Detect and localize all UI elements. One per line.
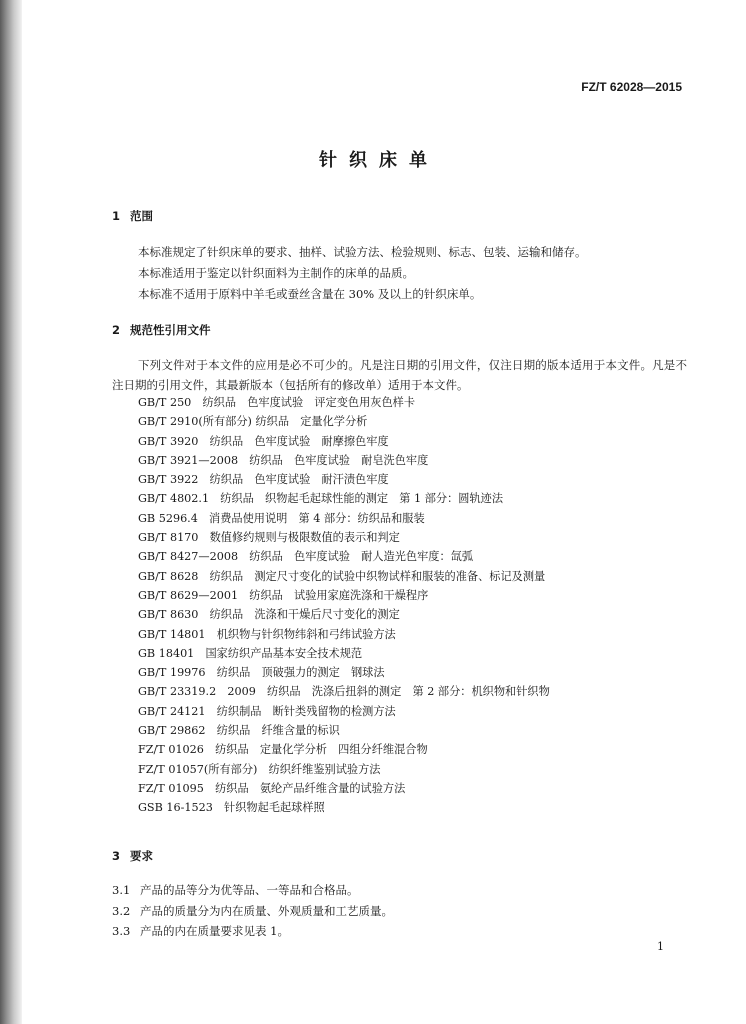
section-3-number: 3 [112, 849, 121, 863]
reference-item: GB/T 3921—2008 纺织品 色牢度试验 耐皂洗色牢度 [138, 453, 429, 467]
references-intro: 下列文件对于本文件的应用是必不可少的。凡是注日期的引用文件，仅注日期的版本适用于本文件。凡是不注日期的引用文件，其最新版本（包括所有的修改单）适用于本文件。 [112, 358, 687, 392]
reference-item: GB/T 3920 纺织品 色牢度试验 耐摩擦色牢度 [138, 434, 389, 448]
section-1-title: 范围 [130, 209, 153, 223]
section-2-number: 2 [112, 323, 121, 337]
section-3-heading [112, 848, 153, 864]
requirement-item [112, 903, 393, 919]
scope-paragraph-1: 本标准规定了针织床单的要求、抽样、试验方法、检验规则、标志、包装、运输和储存。 [138, 245, 587, 259]
reference-item: GB/T 29862 纺织品 纤维含量的标识 [138, 724, 340, 738]
requirement-number: 3.2 [112, 904, 131, 918]
reference-item: GB/T 250 纺织品 色牢度试验 评定变色用灰色样卡 [138, 396, 416, 409]
requirement-number: 3.1 [112, 883, 131, 897]
reference-item: GB/T 8629—2001 纺织品 试验用家庭洗涤和干燥程序 [138, 588, 429, 602]
reference-item: GSB 16-1523 针织物起毛起球样照 [138, 801, 325, 815]
requirement-text: 产品的内在质量要求见表 1。 [140, 924, 289, 938]
reference-item: FZ/T 01026 纺织品 定量化学分析 四组分纤维混合物 [138, 743, 428, 757]
reference-item: FZ/T 01057(所有部分) 纺织纤维鉴别试验方法 [138, 762, 381, 776]
reference-item: GB 18401 国家纺织产品基本安全技术规范 [138, 646, 363, 660]
reference-item: GB/T 3922 纺织品 色牢度试验 耐汗渍色牢度 [138, 473, 389, 487]
section-3-title: 要求 [130, 849, 153, 863]
document-title: 针织床单 [319, 150, 439, 171]
reference-item: GB/T 8628 纺织品 测定尺寸变化的试验中织物试样和服装的准备、标记及测量 [138, 569, 546, 583]
requirement-item [112, 882, 359, 898]
reference-item: GB 5296.4 消费品使用说明 第 4 部分：纺织品和服装 [138, 511, 425, 525]
reference-item: GB/T 8170 数值修约规则与极限数值的表示和判定 [138, 531, 400, 545]
reference-item: GB/T 19976 纺织品 顶破强力的测定 钢球法 [138, 666, 385, 680]
reference-item: GB/T 4802.1 纺织品 织物起毛起球性能的测定 第 1 部分：圆轨迹法 [138, 492, 504, 506]
requirement-text: 产品的品等分为优等品、一等品和合格品。 [140, 883, 359, 897]
section-2-title: 规范性引用文件 [130, 323, 211, 337]
reference-item: GB/T 24121 纺织制品 断针类残留物的检测方法 [138, 704, 396, 718]
section-2-heading [112, 322, 211, 338]
document-code: FZ/T 62028—2015 [581, 80, 682, 94]
reference-list [138, 393, 550, 818]
scope-paragraph-3: 本标准不适用于原料中羊毛或蚕丝含量在 30% 及以上的针织床单。 [138, 287, 482, 301]
reference-item: GB/T 23319.2 2009 纺织品 洗涤后扭斜的测定 第 2 部分：机织物和针织物 [138, 685, 550, 699]
reference-item: GB/T 2910(所有部分) 纺织品 定量化学分析 [138, 415, 368, 429]
reference-item: GB/T 14801 机织物与针织物纬斜和弓纬试验方法 [138, 627, 396, 641]
page-number: 1 [657, 940, 664, 953]
reference-item: FZ/T 01095 纺织品 氨纶产品纤维含量的试验方法 [138, 781, 406, 795]
requirement-item [112, 923, 289, 939]
requirement-number: 3.3 [112, 924, 131, 938]
reference-item: GB/T 8630 纺织品 洗涤和干燥后尺寸变化的测定 [138, 608, 400, 622]
scope-paragraph-2: 本标准适用于鉴定以针织面料为主制作的床单的品质。 [138, 266, 414, 280]
reference-item: GB/T 8427—2008 纺织品 色牢度试验 耐人造光色牢度：氙弧 [138, 550, 474, 564]
section-1-heading [112, 208, 153, 224]
requirement-text: 产品的质量分为内在质量、外观质量和工艺质量。 [140, 904, 393, 918]
section-1-number: 1 [112, 209, 121, 223]
